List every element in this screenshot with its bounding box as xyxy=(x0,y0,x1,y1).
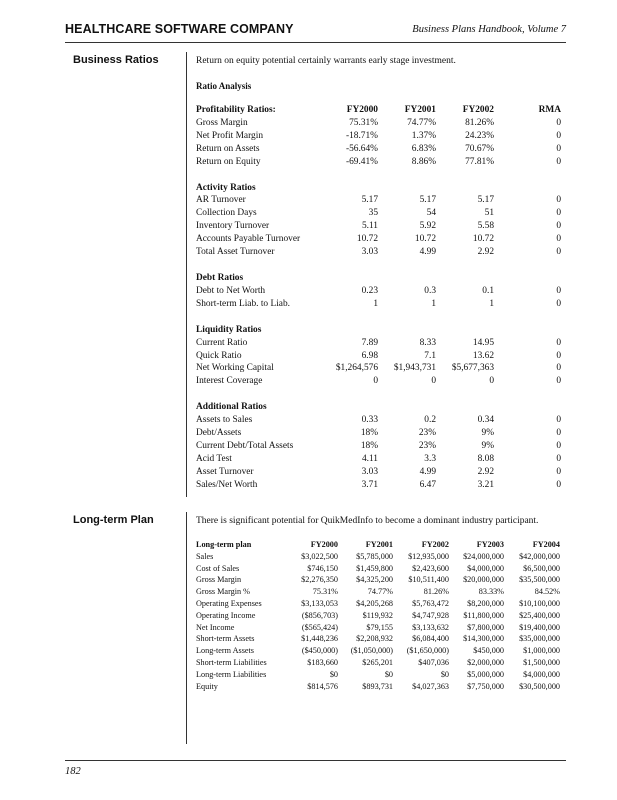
cell-value: 51 xyxy=(484,208,494,219)
cell-value: 0 xyxy=(556,143,561,154)
cell-value: 2.92 xyxy=(477,466,494,477)
row-label: Cost of Sales xyxy=(196,563,240,573)
cell-value: $4,027,363 xyxy=(412,681,449,691)
table-row xyxy=(196,574,560,586)
cell-value: $1,000,000 xyxy=(523,646,560,656)
cell-value: $1,459,800 xyxy=(356,563,393,573)
cell-value: ($856,703) xyxy=(301,610,338,620)
cell-value: 0 xyxy=(556,440,561,451)
cell-value: 3.03 xyxy=(361,247,378,258)
cell-value: $24,000,000 xyxy=(463,551,504,561)
cell-value: 0 xyxy=(556,208,561,219)
cell-value: 0 xyxy=(556,350,561,361)
cell-value: $5,763,472 xyxy=(412,598,449,608)
spacer-cell xyxy=(196,259,561,272)
cell-value: 23% xyxy=(418,440,436,451)
cell-value: $2,000,000 xyxy=(467,657,504,667)
cell-value: $7,800,000 xyxy=(467,622,504,632)
cell-value: 1 xyxy=(489,298,494,309)
column-header: RMA xyxy=(538,105,561,115)
cell-value: $450,000 xyxy=(473,646,504,656)
row-label: Operating Income xyxy=(196,610,256,620)
cell-value: 5.17 xyxy=(361,195,378,206)
ratio-group-heading xyxy=(196,324,561,337)
table-row xyxy=(196,298,561,311)
row-label: Current Ratio xyxy=(196,337,248,348)
cell-value: 81.26% xyxy=(465,117,494,128)
cell-value: 14.95 xyxy=(472,337,494,348)
group-label: Additional Ratios xyxy=(196,402,267,413)
cell-value: $25,400,000 xyxy=(519,610,560,620)
cell-value: $0 xyxy=(384,669,393,679)
row-label: Long-term Assets xyxy=(196,646,254,656)
company-title: HEALTHCARE SOFTWARE COMPANY xyxy=(65,22,294,36)
spacer-cell xyxy=(196,388,561,401)
spacer-cell xyxy=(196,169,561,182)
cell-value: 54 xyxy=(426,208,436,219)
cell-value: -18.71% xyxy=(345,130,378,141)
row-label: Equity xyxy=(196,681,218,691)
cell-value: $6,500,000 xyxy=(523,563,560,573)
cell-value: 0 xyxy=(489,376,494,387)
cell-value: ($450,000) xyxy=(301,646,338,656)
table-row xyxy=(196,681,560,693)
table-row xyxy=(196,362,561,375)
cell-value: 0 xyxy=(556,453,561,464)
cell-value: 4.99 xyxy=(419,466,436,477)
row-label: Gross Margin % xyxy=(196,587,250,597)
cell-value: $4,325,200 xyxy=(356,575,393,585)
cell-value: $7,750,000 xyxy=(467,681,504,691)
cell-value: $12,935,000 xyxy=(408,551,449,561)
table-row xyxy=(196,440,561,453)
long-term-plan-table xyxy=(196,539,560,692)
cell-value: $10,511,400 xyxy=(408,575,449,585)
cell-value: 0 xyxy=(556,298,561,309)
table-row xyxy=(196,285,561,298)
table-row xyxy=(196,156,561,169)
column-header: FY2003 xyxy=(476,540,504,549)
row-label: Assets to Sales xyxy=(196,415,253,426)
table-row xyxy=(196,563,560,575)
cell-value: 5.58 xyxy=(477,221,494,232)
cell-value: $2,276,350 xyxy=(301,575,338,585)
cell-value: 0.2 xyxy=(424,415,436,426)
cell-value: 18% xyxy=(360,428,378,439)
spacer-row xyxy=(196,388,561,401)
ratio-group-heading xyxy=(196,272,561,285)
cell-value: 1 xyxy=(431,298,436,309)
cell-value: 0 xyxy=(556,156,561,167)
cell-value: 0.33 xyxy=(361,415,378,426)
cell-value: 10.72 xyxy=(356,234,378,245)
row-label: AR Turnover xyxy=(196,195,246,206)
cell-value: $2,423,600 xyxy=(412,563,449,573)
cell-value: $35,000,000 xyxy=(519,634,560,644)
row-label: Net Income xyxy=(196,622,235,632)
cell-value: 3.71 xyxy=(361,479,378,490)
cell-value: 35 xyxy=(368,208,378,219)
cell-value: $119,932 xyxy=(362,610,393,620)
row-label: Net Profit Margin xyxy=(196,130,264,141)
row-label: Return on Equity xyxy=(196,156,261,167)
cell-value: $35,500,000 xyxy=(519,575,560,585)
cell-value: 4.11 xyxy=(361,453,378,464)
table-row xyxy=(196,427,561,440)
cell-value: $1,264,576 xyxy=(335,363,378,374)
cell-value: 4.99 xyxy=(419,247,436,258)
spacer-row xyxy=(196,311,561,324)
cell-value: 0 xyxy=(373,376,378,387)
group-label: Activity Ratios xyxy=(196,182,256,193)
cell-value: -56.64% xyxy=(345,143,378,154)
cell-value: $8,200,000 xyxy=(467,598,504,608)
row-label: Current Debt/Total Assets xyxy=(196,440,294,451)
row-label: Sales/Net Worth xyxy=(196,479,258,490)
cell-value: 84.52% xyxy=(534,587,560,597)
plan-table-header xyxy=(196,539,560,551)
cell-value: 0.1 xyxy=(482,285,494,296)
cell-value: 0 xyxy=(556,234,561,245)
cell-value: 10.72 xyxy=(472,234,494,245)
cell-value: ($1,050,000) xyxy=(350,646,393,656)
cell-value: $0 xyxy=(440,669,449,679)
cell-value: $5,785,000 xyxy=(356,551,393,561)
spacer-cell xyxy=(196,311,561,324)
row-label: Acid Test xyxy=(196,453,232,464)
row-label: Return on Assets xyxy=(196,143,260,154)
cell-value: 75.31% xyxy=(312,587,338,597)
cell-value: 23% xyxy=(418,428,436,439)
table-row xyxy=(196,453,561,466)
table-row xyxy=(196,194,561,207)
row-label: Accounts Payable Turnover xyxy=(196,234,301,245)
cell-value: 3.21 xyxy=(477,479,494,490)
business-ratios-intro: Return on equity potential certainly warrants early stage investment. xyxy=(196,56,456,66)
cell-value: 0 xyxy=(556,285,561,296)
long-term-plan-divider xyxy=(186,512,187,744)
cell-value: 6.83% xyxy=(411,143,436,154)
cell-value: $265,201 xyxy=(362,657,393,667)
spacer-row xyxy=(196,169,561,182)
cell-value: 77.81% xyxy=(465,156,494,167)
ratio-analysis-heading: Ratio Analysis xyxy=(196,81,252,91)
cell-value: 8.08 xyxy=(477,453,494,464)
table-row xyxy=(196,645,560,657)
cell-value: $14,300,000 xyxy=(463,634,504,644)
header-rule xyxy=(65,42,566,43)
cell-value: 83.33% xyxy=(478,587,504,597)
table-row xyxy=(196,246,561,259)
cell-value: 3.3 xyxy=(424,453,436,464)
cell-value: 0 xyxy=(556,376,561,387)
group-label: Liquidity Ratios xyxy=(196,324,262,335)
row-label: Long-term Liabilities xyxy=(196,669,267,679)
table-row xyxy=(196,117,561,130)
table-row xyxy=(196,207,561,220)
cell-value: 0 xyxy=(556,363,561,374)
row-label: Quick Ratio xyxy=(196,350,242,361)
cell-value: $5,677,363 xyxy=(451,363,494,374)
cell-value: -69.41% xyxy=(345,156,378,167)
cell-value: 0 xyxy=(556,337,561,348)
row-label: Interest Coverage xyxy=(196,376,263,387)
table-row xyxy=(196,586,560,598)
cell-value: 5.11 xyxy=(361,221,378,232)
row-label: Total Asset Turnover xyxy=(196,247,275,258)
cell-value: ($1,650,000) xyxy=(406,646,449,656)
table-row xyxy=(196,220,561,233)
cell-value: 0 xyxy=(556,415,561,426)
cell-value: $4,000,000 xyxy=(523,669,560,679)
cell-value: 0 xyxy=(556,117,561,128)
cell-value: 7.89 xyxy=(361,337,378,348)
cell-value: 0 xyxy=(556,130,561,141)
cell-value: 13.62 xyxy=(472,350,494,361)
ratio-group-heading xyxy=(196,401,561,414)
cell-value: 0 xyxy=(431,376,436,387)
table-row xyxy=(196,633,560,645)
page-header xyxy=(65,22,566,42)
cell-value: $0 xyxy=(329,669,338,679)
cell-value: $1,500,000 xyxy=(523,657,560,667)
page-number: 182 xyxy=(65,766,81,777)
cell-value: 8.86% xyxy=(411,156,436,167)
cell-value: 2.92 xyxy=(477,247,494,258)
row-label: Short-term Liabilities xyxy=(196,657,267,667)
long-term-plan-intro: There is significant potential for QuikMedInfo to become a dominant industry participant. xyxy=(196,516,539,526)
table-row xyxy=(196,466,561,479)
table-row xyxy=(196,337,561,350)
cell-value: $893,731 xyxy=(362,681,393,691)
cell-value: $1,448,236 xyxy=(301,634,338,644)
row-label: Operating Expenses xyxy=(196,598,262,608)
cell-value: 74.77% xyxy=(407,117,436,128)
column-header: FY2000 xyxy=(310,540,338,549)
ratio-group-heading xyxy=(196,182,561,195)
row-label: Short-term Liab. to Liab. xyxy=(196,298,290,309)
cell-value: 70.67% xyxy=(465,143,494,154)
cell-value: 6.98 xyxy=(361,350,378,361)
table-row xyxy=(196,350,561,363)
cell-value: 5.17 xyxy=(477,195,494,206)
ratio-table-body xyxy=(196,117,561,492)
cell-value: 7.1 xyxy=(424,350,436,361)
table-row xyxy=(196,375,561,388)
row-label: Short-term Assets xyxy=(196,634,255,644)
group-label: Debt Ratios xyxy=(196,272,244,283)
table-row xyxy=(196,657,560,669)
cell-value: 18% xyxy=(360,440,378,451)
cell-value: 0.34 xyxy=(477,415,494,426)
business-ratios-divider xyxy=(186,52,187,497)
column-header: FY2002 xyxy=(462,105,494,115)
cell-value: 24.23% xyxy=(465,130,494,141)
cell-value: 1 xyxy=(373,298,378,309)
cell-value: 1.37% xyxy=(411,130,436,141)
column-header: FY2002 xyxy=(421,540,449,549)
cell-value: $6,084,400 xyxy=(412,634,449,644)
row-label: Inventory Turnover xyxy=(196,221,270,232)
cell-value: 5.17 xyxy=(419,195,436,206)
cell-value: 0.23 xyxy=(361,285,378,296)
footer-rule xyxy=(65,760,566,761)
cell-value: $20,000,000 xyxy=(463,575,504,585)
table-row xyxy=(196,130,561,143)
cell-value: 9% xyxy=(481,440,494,451)
column-header: FY2001 xyxy=(365,540,393,549)
table-row xyxy=(196,669,560,681)
table-row xyxy=(196,233,561,246)
table-row xyxy=(196,479,561,492)
table-row xyxy=(196,610,560,622)
ratio-analysis-table xyxy=(196,104,561,492)
cell-value: 0 xyxy=(556,195,561,206)
cell-value: $2,208,932 xyxy=(356,634,393,644)
cell-value: 0.3 xyxy=(424,285,436,296)
cell-value: ($565,424) xyxy=(301,622,338,632)
cell-value: $19,400,000 xyxy=(519,622,560,632)
table-row xyxy=(196,622,560,634)
cell-value: $814,576 xyxy=(307,681,338,691)
cell-value: $4,205,268 xyxy=(356,598,393,608)
cell-value: 0 xyxy=(556,428,561,439)
column-header: Long-term plan xyxy=(196,540,252,549)
business-ratios-label: Business Ratios xyxy=(73,54,159,66)
table-row xyxy=(196,414,561,427)
row-label: Debt to Net Worth xyxy=(196,285,266,296)
cell-value: $30,500,000 xyxy=(519,681,560,691)
long-term-plan-label: Long-term Plan xyxy=(73,514,154,526)
cell-value: 75.31% xyxy=(349,117,378,128)
cell-value: 0 xyxy=(556,466,561,477)
cell-value: $79,155 xyxy=(366,622,393,632)
cell-value: $746,150 xyxy=(307,563,338,573)
cell-value: $3,022,500 xyxy=(301,551,338,561)
cell-value: 0 xyxy=(556,247,561,258)
cell-value: $5,000,000 xyxy=(467,669,504,679)
row-label: Gross Margin xyxy=(196,575,242,585)
cell-value: $3,133,053 xyxy=(301,598,338,608)
spacer-row xyxy=(196,259,561,272)
cell-value: 10.72 xyxy=(414,234,436,245)
row-label: Asset Turnover xyxy=(196,466,254,477)
row-label: Collection Days xyxy=(196,208,257,219)
column-header: Profitability Ratios: xyxy=(196,105,276,115)
cell-value: $10,100,000 xyxy=(519,598,560,608)
cell-value: $183,660 xyxy=(307,657,338,667)
cell-value: $407,036 xyxy=(418,657,449,667)
ratio-table-header xyxy=(196,104,561,117)
cell-value: $11,800,000 xyxy=(463,610,504,620)
cell-value: $4,747,928 xyxy=(412,610,449,620)
table-row xyxy=(196,551,560,563)
cell-value: 81.26% xyxy=(423,587,449,597)
cell-value: $1,943,731 xyxy=(393,363,436,374)
row-label: Debt/Assets xyxy=(196,428,242,439)
column-header: FY2001 xyxy=(404,105,436,115)
cell-value: 5.92 xyxy=(419,221,436,232)
row-label: Net Working Capital xyxy=(196,363,274,374)
cell-value: 8.33 xyxy=(419,337,436,348)
plan-table-body xyxy=(196,551,560,693)
column-header: FY2004 xyxy=(532,540,560,549)
cell-value: $42,000,000 xyxy=(519,551,560,561)
cell-value: $3,133,632 xyxy=(412,622,449,632)
cell-value: 74.77% xyxy=(367,587,393,597)
row-label: Sales xyxy=(196,551,214,561)
table-row xyxy=(196,143,561,156)
cell-value: 0 xyxy=(556,479,561,490)
cell-value: 3.03 xyxy=(361,466,378,477)
row-label: Gross Margin xyxy=(196,117,248,128)
cell-value: 0 xyxy=(556,221,561,232)
cell-value: 9% xyxy=(481,428,494,439)
table-row xyxy=(196,598,560,610)
handbook-title: Business Plans Handbook, Volume 7 xyxy=(412,24,566,35)
column-header: FY2000 xyxy=(346,105,378,115)
cell-value: $4,000,000 xyxy=(467,563,504,573)
cell-value: 6.47 xyxy=(419,479,436,490)
